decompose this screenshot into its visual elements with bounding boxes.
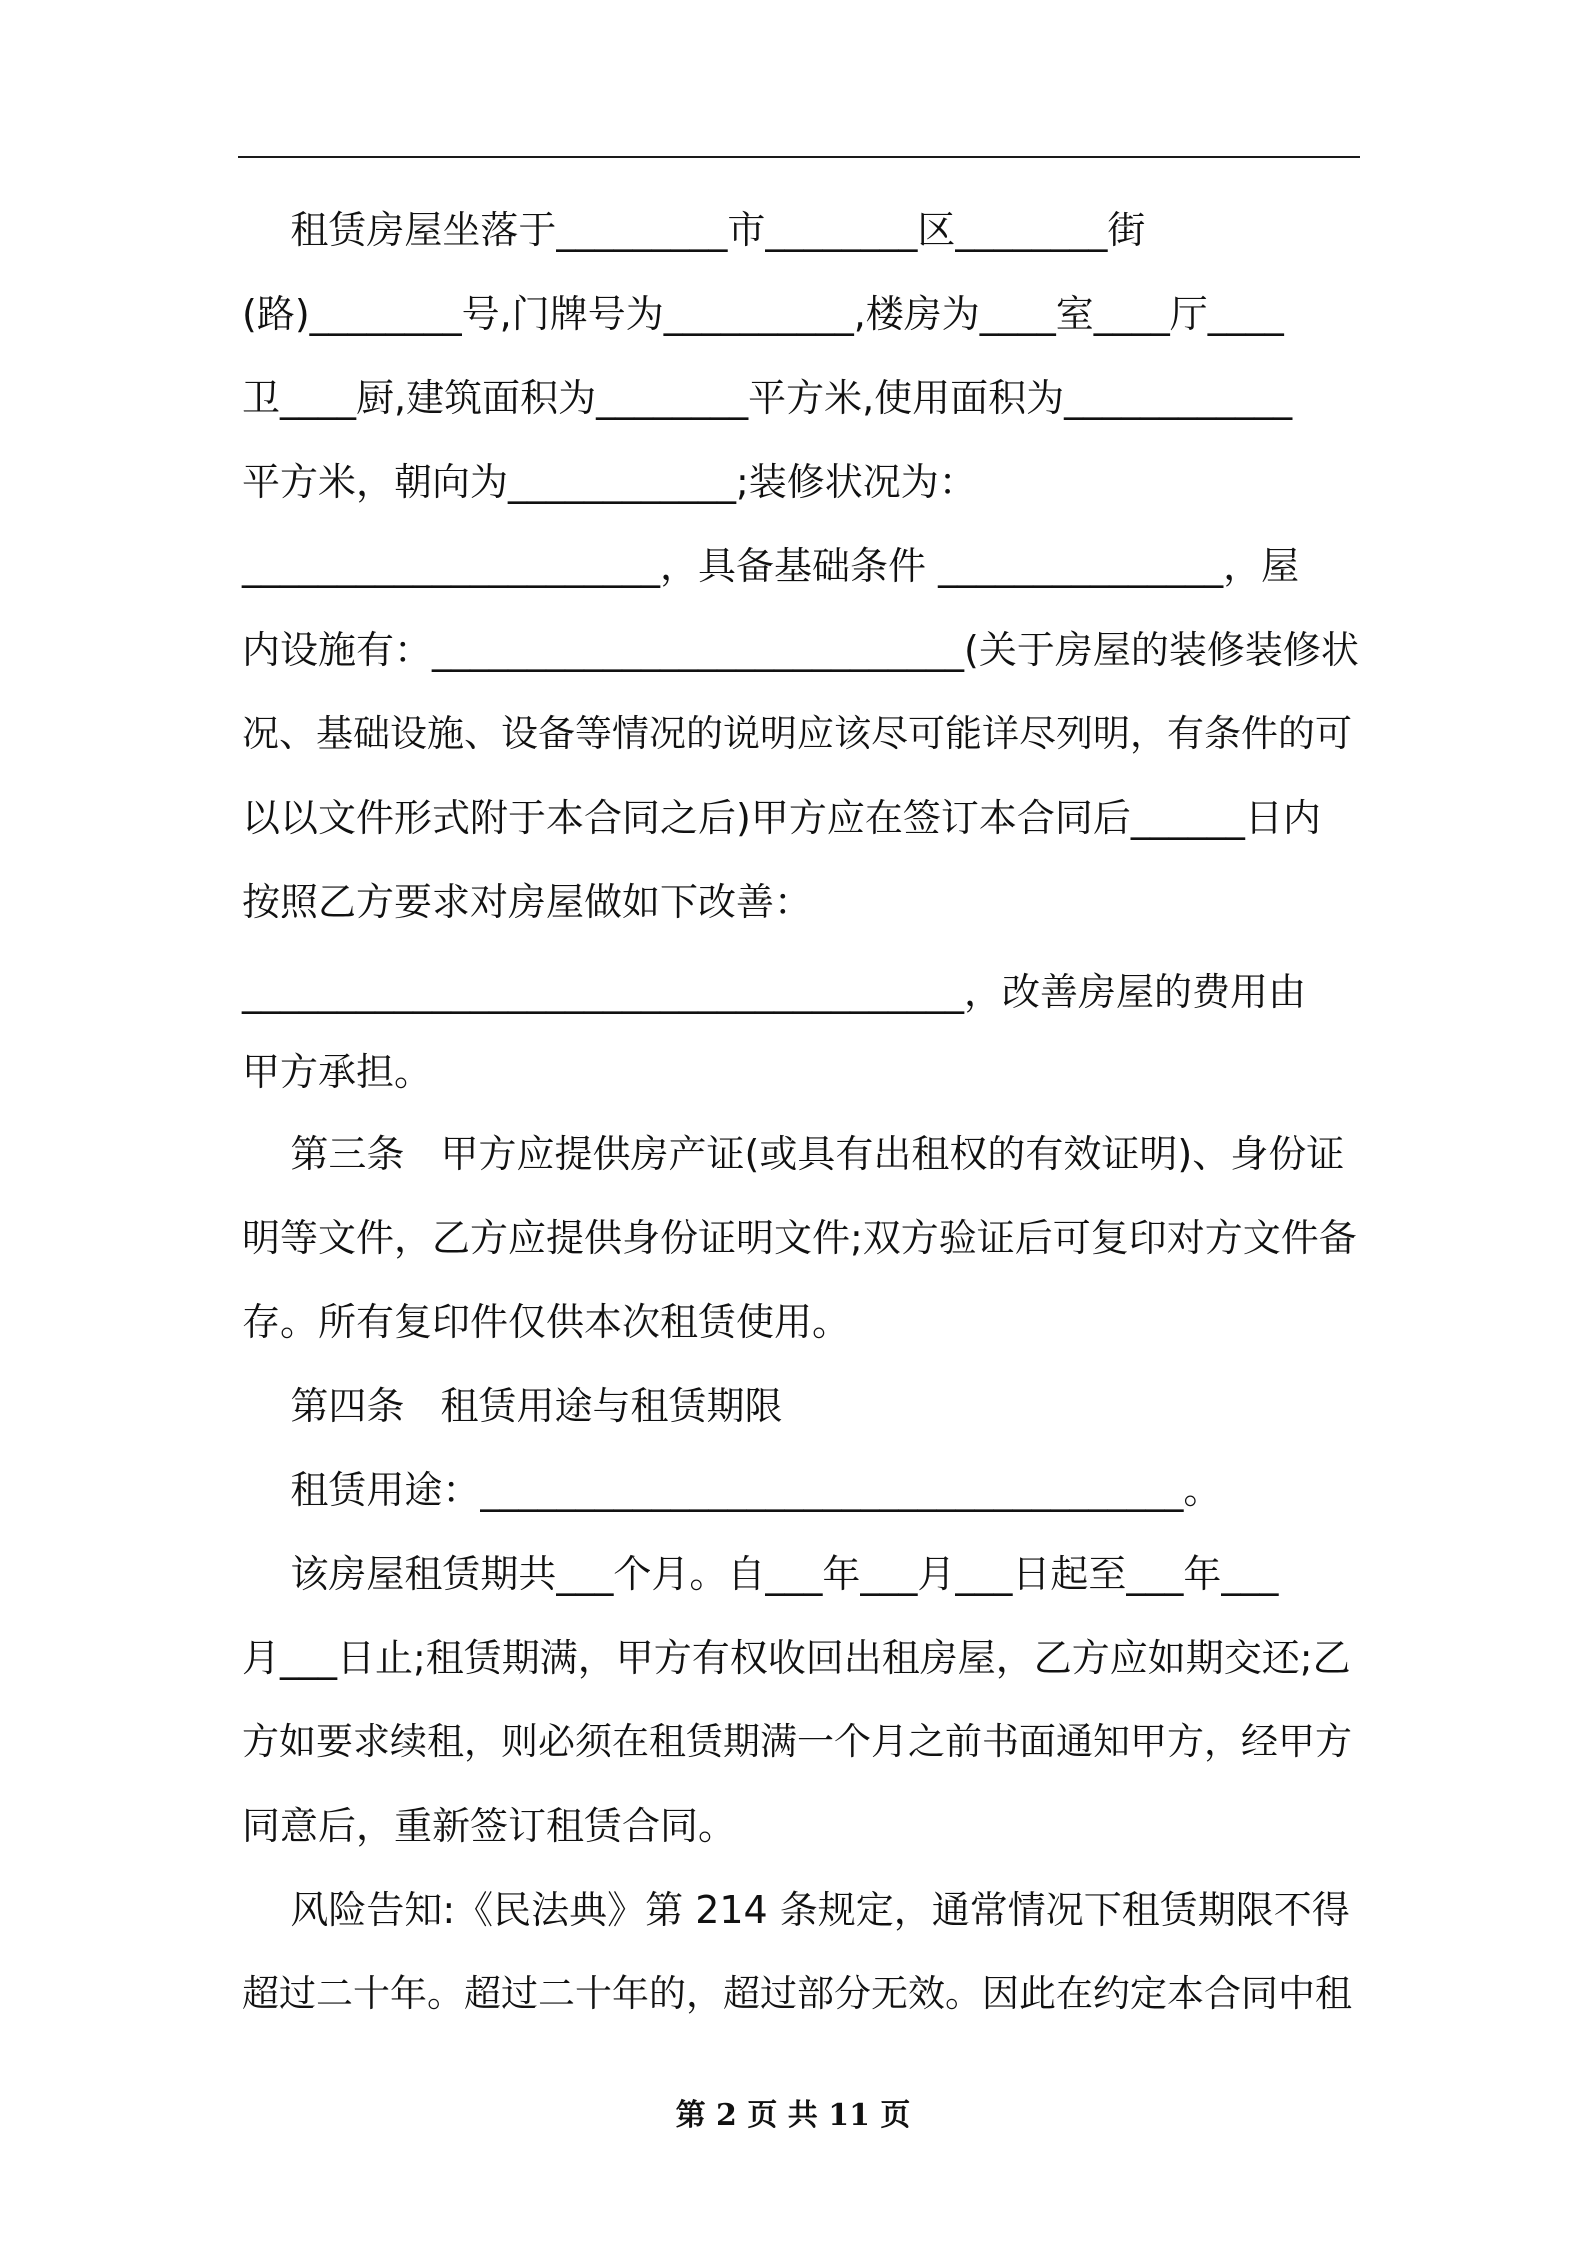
text-line: 风险告知:《民法典》第 214 条规定，通常情况下租赁期限不得 [242, 1888, 1350, 1932]
text-line: 明等文件，乙方应提供身份证明文件;双方验证后可复印对方文件备 [242, 1216, 1357, 1260]
text-line: 超过二十年。超过二十年的，超过部分无效。因此在约定本合同中租 [242, 1972, 1352, 2015]
text-line: 存。所有复印件仅供本次租赁使用。 [242, 1300, 851, 1344]
text-line: 卫____厨,建筑面积为________平方米,使用面积为____________ [242, 376, 1293, 420]
text-line: 以以文件形式附于本合同之后)甲方应在签订本合同后______日内 [242, 796, 1321, 840]
text-line: 该房屋租赁期共___个月。自___年___月___日起至___年___ [242, 1552, 1279, 1596]
text-line: 方如要求续租，则必须在租赁期满一个月之前书面通知甲方，经甲方 [242, 1720, 1352, 1763]
text-line: ______________________________________，改善房屋的费用由 [242, 970, 1307, 1014]
text-line: ______________________，具备基础条件 _______________，屋 [242, 544, 1300, 588]
page-number-footer: 第 2 页 共 11 页 [675, 2098, 911, 2133]
text-line: 平方米，朝向为____________;装修状况为： [242, 460, 977, 504]
text-line: 第三条 甲方应提供房产证(或具有出租权的有效证明)、身份证 [242, 1132, 1345, 1176]
header-rule [238, 156, 1360, 158]
text-line: 租赁房屋坐落于_________市________区________街 [242, 208, 1146, 252]
text-line: 第四条 租赁用途与租赁期限 [242, 1384, 783, 1428]
text-line: 同意后，重新签订租赁合同。 [242, 1804, 737, 1848]
text-line: 租赁用途：_____________________________________。 [242, 1468, 1222, 1512]
text-line: 甲方承担。 [242, 1050, 433, 1094]
text-line: 内设施有：____________________________(关于房屋的装修装修状 [242, 628, 1359, 672]
text-line: 况、基础设施、设备等情况的说明应该尽可能详尽列明，有条件的可 [242, 712, 1352, 755]
text-line: 月___日止;租赁期满，甲方有权收回出租房屋，乙方应如期交还;乙 [242, 1636, 1351, 1680]
text-line: 按照乙方要求对房屋做如下改善： [242, 880, 813, 924]
text-line: (路)________号,门牌号为__________,楼房为____室____厅____ [242, 292, 1284, 336]
